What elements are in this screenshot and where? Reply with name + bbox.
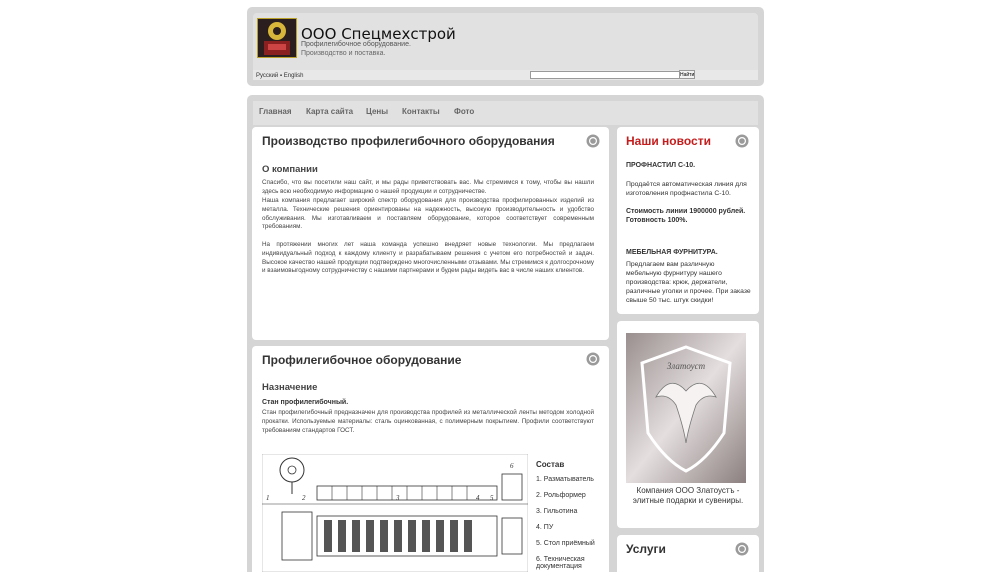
gear-icon[interactable] xyxy=(586,352,600,366)
drawing-label: 3 xyxy=(396,494,400,502)
nav-item-contacts[interactable]: Контакты xyxy=(402,107,440,116)
search-button[interactable]: Найти xyxy=(680,72,695,78)
nav-item-prices[interactable]: Цены xyxy=(366,107,389,116)
nav-item-home[interactable]: Главная xyxy=(259,107,292,116)
nav-item-photo[interactable]: Фото xyxy=(454,107,475,116)
zlatoust-banner-image[interactable] xyxy=(626,333,746,483)
about-paragraph-2: Наша компания предлагает широкий спектр оборудования для производства профилированных изделий из металла. Технические решения ориентированы на надежность, высокую производительность и удобство обслуживания. Мы изготавливаем и поставляем оборудование, которое соответствует современным требованиям. xyxy=(262,197,594,231)
about-paragraph-3: На протяжении многих лет наша команда успешно внедряет новые технологии. Мы предлагаем индивидуальный подход к каждому клиенту и разрабатываем решения с учетом его потребностей и задач. Высокое качество нашей продукции подтверждено многочисленными отзывами. Мы стремимся к долгосрочному и взаимовыгодному сотрудничеству с нашими партнерами и будем рады видеть вас в числе наших клиентов. xyxy=(262,241,594,275)
site-slogan-secondary: Производство и поставка. xyxy=(301,50,386,57)
news-item-1-title[interactable]: ПРОФНАСТИЛ С-10. xyxy=(626,162,696,169)
main-navigation xyxy=(247,95,764,125)
services-block xyxy=(617,535,759,572)
news-item-2-text: Предлагаем вам различную мебельную фурнитуру нашего производства: крюк, держатели, различные уголки и прочее. При заказе свыше 50 тыс. штук скидки! xyxy=(626,261,751,304)
news-title: Наши новости xyxy=(626,134,711,148)
equipment-paragraph: Стан профилегибочный предназначен для производства профилей из металлической ленты методом холодной прокатки. Используемые материалы: сталь оцинкованная, с полимерным покрытием. Профили соответствуют требованиям стандартов ГОСТ. xyxy=(262,409,594,434)
equipment-block xyxy=(252,346,609,572)
composition-item: 3. Гильотина xyxy=(536,508,578,515)
drawing-label: 6 xyxy=(510,462,514,470)
equipment-subtitle: Назначение xyxy=(262,382,318,393)
equipment-subsubtitle: Стан профилегибочный. xyxy=(262,399,349,406)
drawing-label: 2 xyxy=(302,494,306,502)
site-header xyxy=(247,7,764,86)
drawing-label: 4 xyxy=(476,494,480,502)
equipment-block-title: Профилегибочное оборудование xyxy=(262,353,462,367)
drawing-label: 1 xyxy=(266,494,270,502)
composition-list xyxy=(536,460,606,572)
gear-icon[interactable] xyxy=(735,542,749,556)
about-subtitle: О компании xyxy=(262,164,318,175)
news-block xyxy=(617,127,759,314)
about-block-title: Производство профилегибочного оборудования xyxy=(262,134,555,148)
gear-icon[interactable] xyxy=(735,134,749,148)
composition-item: 6. Техническая документация xyxy=(536,556,585,570)
composition-item: 5. Стол приёмный xyxy=(536,540,595,547)
composition-item: 2. Рольформер xyxy=(536,492,586,499)
mill-drawing-image xyxy=(262,454,528,572)
language-switch[interactable]: Русский ▪ English xyxy=(256,73,304,79)
services-title: Услуги xyxy=(626,542,666,556)
news-item-1-price: Стоимость линии 1900000 рублей. Готовность 100%. xyxy=(626,208,746,224)
about-block xyxy=(252,127,609,340)
search-input[interactable] xyxy=(530,71,680,79)
gear-icon[interactable] xyxy=(586,134,600,148)
composition-item: 1. Разматыватель xyxy=(536,476,594,483)
nav-item-sitemap[interactable]: Карта сайта xyxy=(306,107,354,116)
zlatoust-brand-text: Златоуст xyxy=(666,361,706,371)
news-item-2-title[interactable]: МЕБЕЛЬНАЯ ФУРНИТУРА. xyxy=(626,249,718,256)
composition-item: 4. ПУ xyxy=(536,524,554,531)
partner-ad-block xyxy=(617,321,759,528)
about-paragraph-1: Спасибо, что вы посетили наш сайт, и мы рады приветствовать вас. Мы стремимся к тому, чтобы вы нашли здесь всю необходимую информацию о нашей продукции и сотрудничестве. xyxy=(262,179,594,195)
composition-title: Состав xyxy=(536,460,565,469)
site-slogan: Профилегибочное оборудование. xyxy=(301,41,411,48)
news-item-1-text: Продаётся автоматическая линия для изготовления профнастила С-10. xyxy=(626,181,747,197)
company-logo[interactable] xyxy=(257,18,297,58)
partner-ad-caption[interactable]: Компания ООО Златоустъ - элитные подарки и сувениры. xyxy=(632,486,744,505)
site-title[interactable]: ООО Спецмехстрой xyxy=(301,25,456,43)
drawing-label: 5 xyxy=(490,494,494,502)
